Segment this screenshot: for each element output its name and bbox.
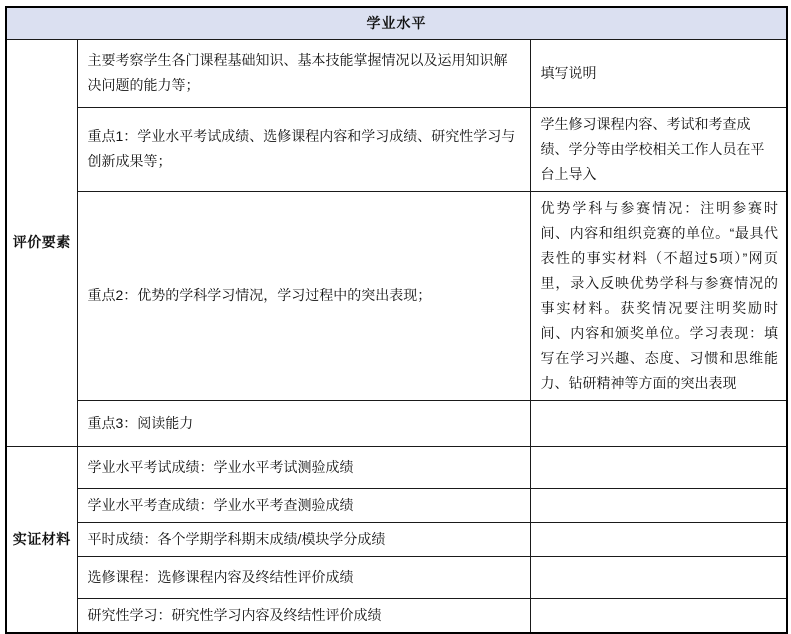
- evidence-row-note-1: [530, 488, 787, 522]
- academic-level-table: [5, 6, 788, 634]
- evidence-row-note-0: [530, 446, 787, 488]
- evidence-row-content-3: 选修课程：选修课程内容及终结性评价成绩: [77, 556, 530, 598]
- evidence-row-note-4: [530, 598, 787, 633]
- table-row: [6, 488, 787, 522]
- table-row: [6, 191, 787, 400]
- evidence-row-content-0: 学业水平考试成绩：学业水平考试测验成绩: [77, 446, 530, 488]
- group-label-evidence: 实证材料: [6, 446, 77, 633]
- group-label-evaluation: 评价要素: [6, 39, 77, 446]
- table-row: [6, 598, 787, 633]
- table-row: [6, 446, 787, 488]
- table-title: 学业水平: [6, 7, 787, 39]
- evidence-row-note-2: [530, 522, 787, 556]
- evaluation-row-note-0: 填写说明: [530, 39, 787, 107]
- evaluation-row-content-1: 重点1：学业水平考试成绩、选修课程内容和学习成绩、研究性学习与创新成果等；: [77, 107, 530, 191]
- table-row: [6, 39, 787, 107]
- evidence-row-content-2: 平时成绩：各个学期学科期末成绩/模块学分成绩: [77, 522, 530, 556]
- evidence-row-content-4: 研究性学习：研究性学习内容及终结性评价成绩: [77, 598, 530, 633]
- evaluation-row-note-3: [530, 400, 787, 446]
- evaluation-row-note-2: 优势学科与参赛情况：注明参赛时间、内容和组织竞赛的单位。“最具代表性的事实材料（不超过5项）”网页里，录入反映优势学科与参赛情况的事实材料。获奖情况要注明奖励时间、内容和颁奖单位。学习表现：填写在学习兴趣、态度、习惯和思维能力、钻研精神等方面的突出表现: [530, 191, 787, 400]
- evidence-row-note-3: [530, 556, 787, 598]
- table-row: [6, 400, 787, 446]
- table-row: [6, 522, 787, 556]
- table-row: [6, 556, 787, 598]
- evidence-row-content-1: 学业水平考查成绩：学业水平考查测验成绩: [77, 488, 530, 522]
- evaluation-row-note-1: 学生修习课程内容、考试和考查成绩、学分等由学校相关工作人员在平台上导入: [530, 107, 787, 191]
- evaluation-row-content-0: 主要考察学生各门课程基础知识、基本技能掌握情况以及运用知识解决问题的能力等；: [77, 39, 530, 107]
- evaluation-row-content-2: 重点2：优势的学科学习情况，学习过程中的突出表现；: [77, 191, 530, 400]
- evaluation-row-content-3: 重点3：阅读能力: [77, 400, 530, 446]
- table-row: [6, 107, 787, 191]
- header-row: [6, 7, 787, 39]
